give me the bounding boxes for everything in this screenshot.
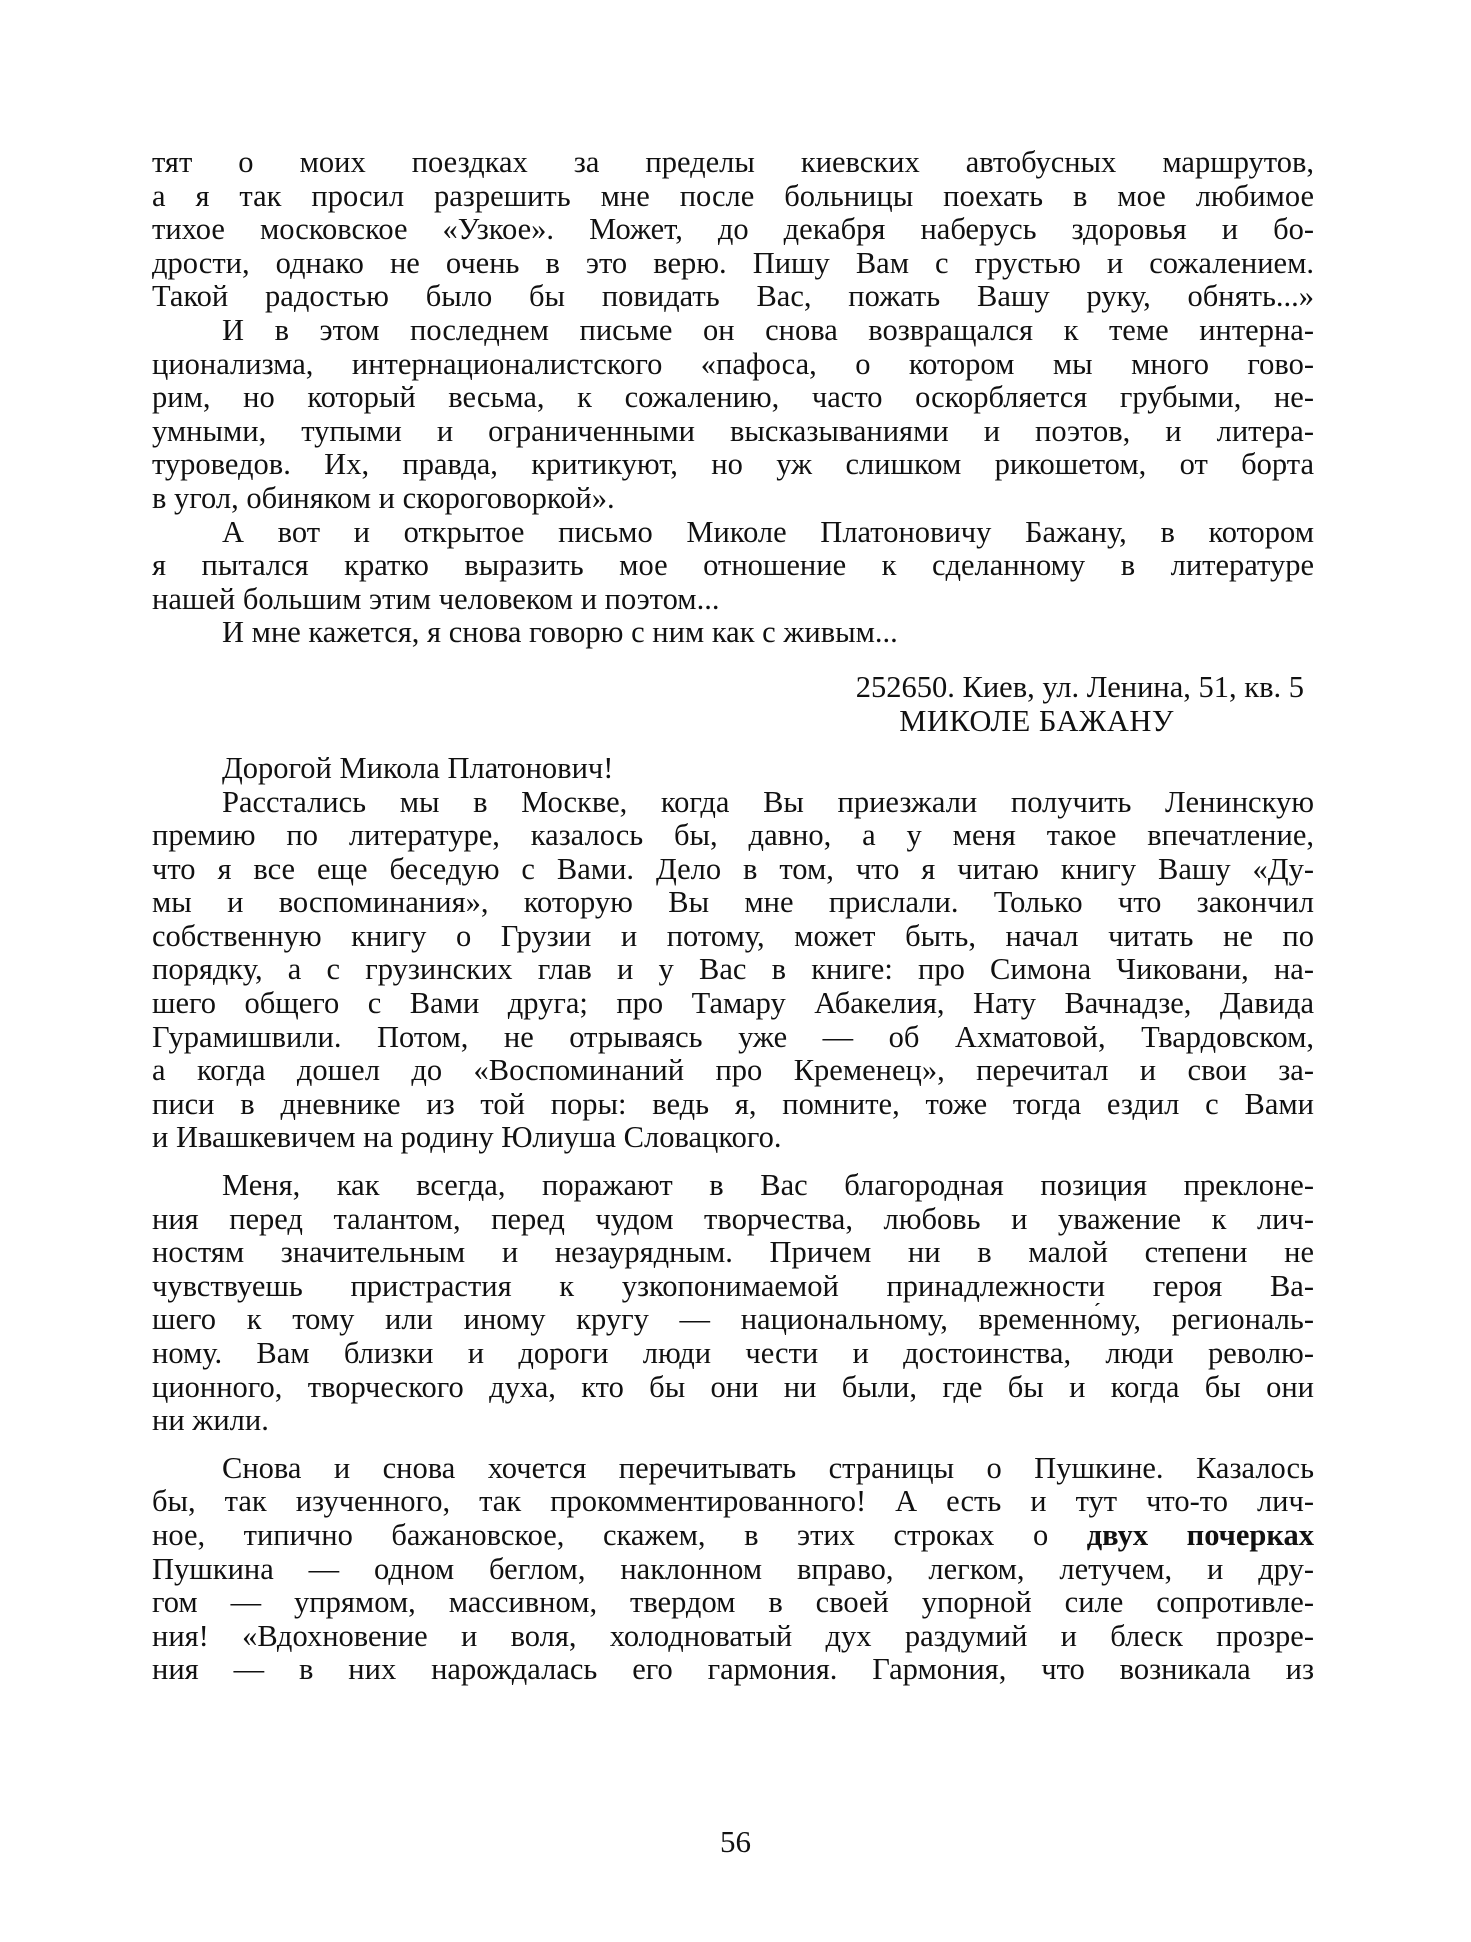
text-line: Снова и снова хочется перечитывать страницы о Пушкине. Казалось (222, 1451, 1314, 1485)
text-line: шего к тому или иному кругу — национальному, временно́му, региональ- (152, 1303, 1314, 1337)
text-line: тят о моих поездках за пределы киевских автобусных маршрутов, (152, 146, 1314, 179)
text-line: туроведов. Их, правда, критикуют, но уж слишком рикошетом, от борта (152, 448, 1314, 482)
text-line: Дорогой Микола Платонович! (222, 751, 614, 785)
letter-paragraph-3 (152, 1452, 1314, 1687)
page-number: 56 (720, 1824, 751, 1859)
text-line: Гурамишвили. Потом, не отрываясь уже — об Ахматовой, Твардовском, (152, 1020, 1314, 1054)
text-line: что я все еще беседую с Вами. Дело в том, что я читаю книгу Вашу «Ду- (152, 852, 1314, 886)
text-line: нашей большим этим человеком и поэтом... (152, 582, 720, 616)
text-line: умными, тупыми и ограниченными высказываниями и поэтов, и литера- (152, 414, 1314, 448)
text-line: мы и воспоминания», которую Вы мне прислали. Только что закончил (152, 886, 1314, 920)
text-line: ния — в них нарождалась его гармония. Гармония, что возникала из (152, 1653, 1314, 1687)
text-line: ционализма, интернационалистского «пафоса, о котором мы много гово- (152, 347, 1314, 381)
paragraph-alive (152, 616, 1314, 650)
letter-addressee: МИКОЛЕ БАЖАНУ (899, 703, 1174, 738)
text-line: И в этом последнем письме он снова возвращался к теме интерна- (222, 313, 1314, 347)
text-line: И мне кажется, я снова говорю с ним как с живым... (222, 616, 898, 650)
text-line: ному. Вам близки и дороги люди чести и достоинства, люди револю- (152, 1337, 1314, 1370)
text-line: Расстались мы в Москве, когда Вы приезжали получить Ленинскую (222, 785, 1314, 819)
text-line: Меня, как всегда, поражают в Вас благородная позиция преклоне- (222, 1169, 1314, 1203)
text-line: ния перед талантом, перед чудом творчества, любовь и уважение к лич- (152, 1202, 1314, 1236)
text-line: шего общего с Вами друга; про Тамару Абакелия, Нату Вачнадзе, Давида (152, 987, 1314, 1021)
text-line: А вот и открытое письмо Миколе Платоновичу Бажану, в котором (222, 515, 1314, 549)
text-line: я пытался кратко выразить мое отношение к сделанному в литературе (152, 549, 1314, 583)
text-run: ное, типично бажановское, скажем, в этих строках о (152, 1518, 1087, 1552)
text-line: собственную книгу о Грузии и потому, может быть, начал читать не по (152, 919, 1314, 953)
text-line: гом — упрямом, массивном, твердом в своей упорной силе сопротивле- (152, 1586, 1314, 1620)
text-line: Такой радостью было бы повидать Вас, пожать Вашу руку, обнять...» (152, 280, 1314, 314)
text-line: премию по литературе, казалось бы, давно, а у меня такое впечатление, (152, 819, 1314, 853)
text-line: рим, но который весьма, к сожалению, часто оскорбляется грубыми, не- (152, 381, 1314, 415)
page-body (152, 146, 1314, 1687)
text-line: дрости, однако не очень в это верю. Пишу Вам с грустью и сожалением. (152, 246, 1314, 280)
text-line: бы, так изученного, так прокомментированного! А есть и тут что-то лич- (152, 1485, 1314, 1519)
text-line: ния! «Вдохновение и воля, холодноватый дух раздумий и блеск прозре- (152, 1619, 1314, 1653)
text-line: ностям значительным и незаурядным. Причем ни в малой степени не (152, 1236, 1314, 1270)
text-line: писи в дневнике из той поры: ведь я, помните, тоже тогда ездил с Вами (152, 1087, 1314, 1121)
paragraph-open-letter-intro (152, 516, 1314, 617)
letter-salutation (152, 752, 1314, 786)
letter-paragraph-2 (152, 1169, 1314, 1438)
letter-paragraph-1 (152, 786, 1314, 1156)
letter-address: 252650. Киев, ул. Ленина, 51, кв. 5 (855, 669, 1304, 704)
text-line: а когда дошел до «Воспоминаний про Кременец», перечитал и свои за- (152, 1054, 1314, 1088)
text-line: порядку, а с грузинских глав и у Вас в книге: про Симона Чиковани, на- (152, 953, 1314, 987)
text-line: ни жили. (152, 1404, 269, 1438)
text-line: Пушкина — одном беглом, наклонном вправо, легком, летучем, и дру- (152, 1552, 1314, 1586)
text-line: ционного, творческого духа, кто бы они ни были, где бы и когда бы они (152, 1370, 1314, 1404)
text-line: чувствуешь пристрастия к узкопонимаемой принадлежности героя Ва- (152, 1269, 1314, 1303)
paragraph-quote-end (152, 146, 1314, 314)
text-line (152, 1519, 1314, 1553)
bold-phrase: двух почерках (1086, 1518, 1314, 1552)
paragraph-internationalism (152, 314, 1314, 516)
text-line: а я так просил разрешить мне после больницы поехать в мое любимое (152, 179, 1314, 213)
text-line: и Ивашкевичем на родину Юлиуша Словацкого. (152, 1121, 782, 1155)
text-line: тихое московское «Узкое». Может, до декабря наберусь здоровья и бо- (152, 213, 1314, 247)
text-line: в угол, обиняком и скороговоркой». (152, 481, 615, 515)
